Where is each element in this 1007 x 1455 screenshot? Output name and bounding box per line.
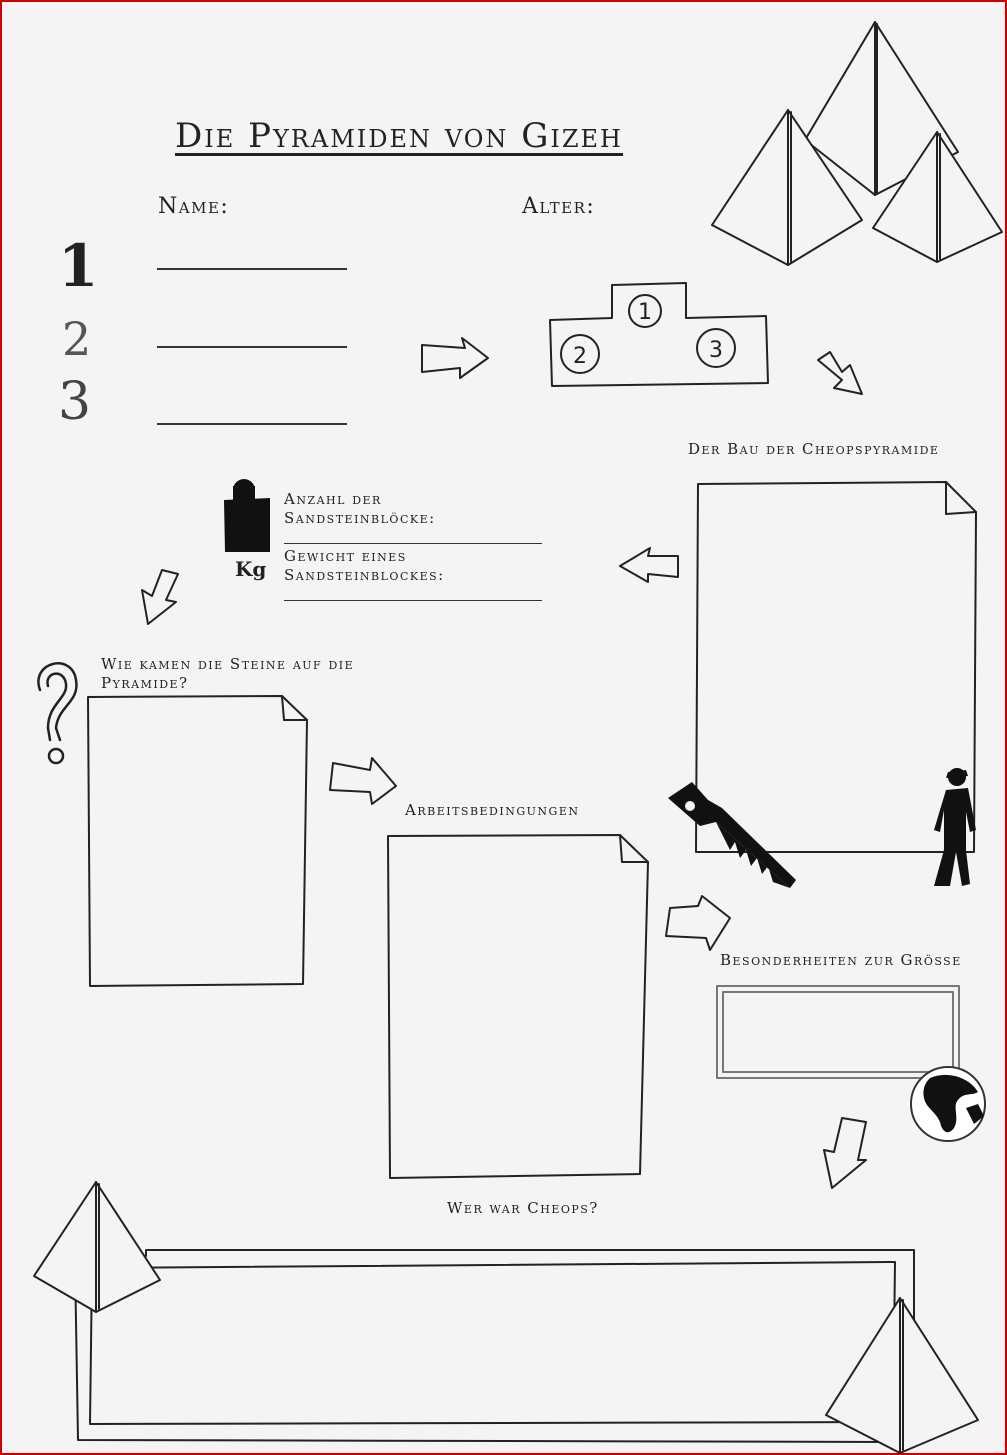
age-label: Alter: xyxy=(522,194,596,219)
rank-3-number: 3 xyxy=(58,372,93,432)
globe-icon xyxy=(911,1067,985,1141)
steine-label: Wie kamen die Steine auf die Pyramide? xyxy=(101,655,355,692)
weight-icon xyxy=(224,479,270,552)
anzahl-label: Anzahl der Sandsteinblöcke: xyxy=(284,490,436,527)
arrow-right-2-icon xyxy=(330,758,396,804)
rank-1-number: 1 xyxy=(58,232,100,300)
cheops-label: Wer war Cheops? xyxy=(447,1199,599,1217)
pyramid-bottom-left-icon xyxy=(34,1182,160,1312)
arrow-down-right-icon xyxy=(818,352,862,394)
groesse-label: Besonderheiten zur Grösse xyxy=(720,951,962,969)
groesse-answer-box xyxy=(717,986,959,1078)
arrow-down-left-icon xyxy=(142,570,178,624)
bau-answer-box xyxy=(696,482,976,852)
podium-rank-1: 1 xyxy=(638,300,652,325)
name-label: Name: xyxy=(158,194,230,219)
arbeit-label: Arbeitsbedingungen xyxy=(405,801,580,819)
podium-rank-3: 3 xyxy=(709,338,723,363)
weight-unit-label: Kg xyxy=(235,557,267,581)
arrow-left-icon xyxy=(620,548,678,582)
cheops-answer-box xyxy=(75,1250,914,1442)
podium-icon xyxy=(550,283,768,386)
podium-rank-2: 2 xyxy=(573,344,587,369)
arbeit-answer-box xyxy=(388,835,648,1178)
saw-icon xyxy=(668,782,796,888)
pyramid-bottom-right-icon xyxy=(826,1298,978,1453)
worker-icon xyxy=(934,768,976,886)
rank-2-number: 2 xyxy=(62,312,93,366)
arrow-down-icon xyxy=(824,1118,866,1188)
page-title: Die Pyramiden von Gizeh xyxy=(175,116,623,156)
bau-label: Der Bau der Cheopspyramide xyxy=(688,440,940,458)
arrow-right-3-icon xyxy=(666,896,730,950)
pyramid-group-top-icon xyxy=(712,22,1002,265)
steine-answer-box xyxy=(88,696,307,986)
arrow-right-icon xyxy=(422,338,488,378)
gewicht-label: Gewicht eines Sandsteinblockes: xyxy=(284,547,445,584)
question-mark-icon xyxy=(38,663,76,763)
